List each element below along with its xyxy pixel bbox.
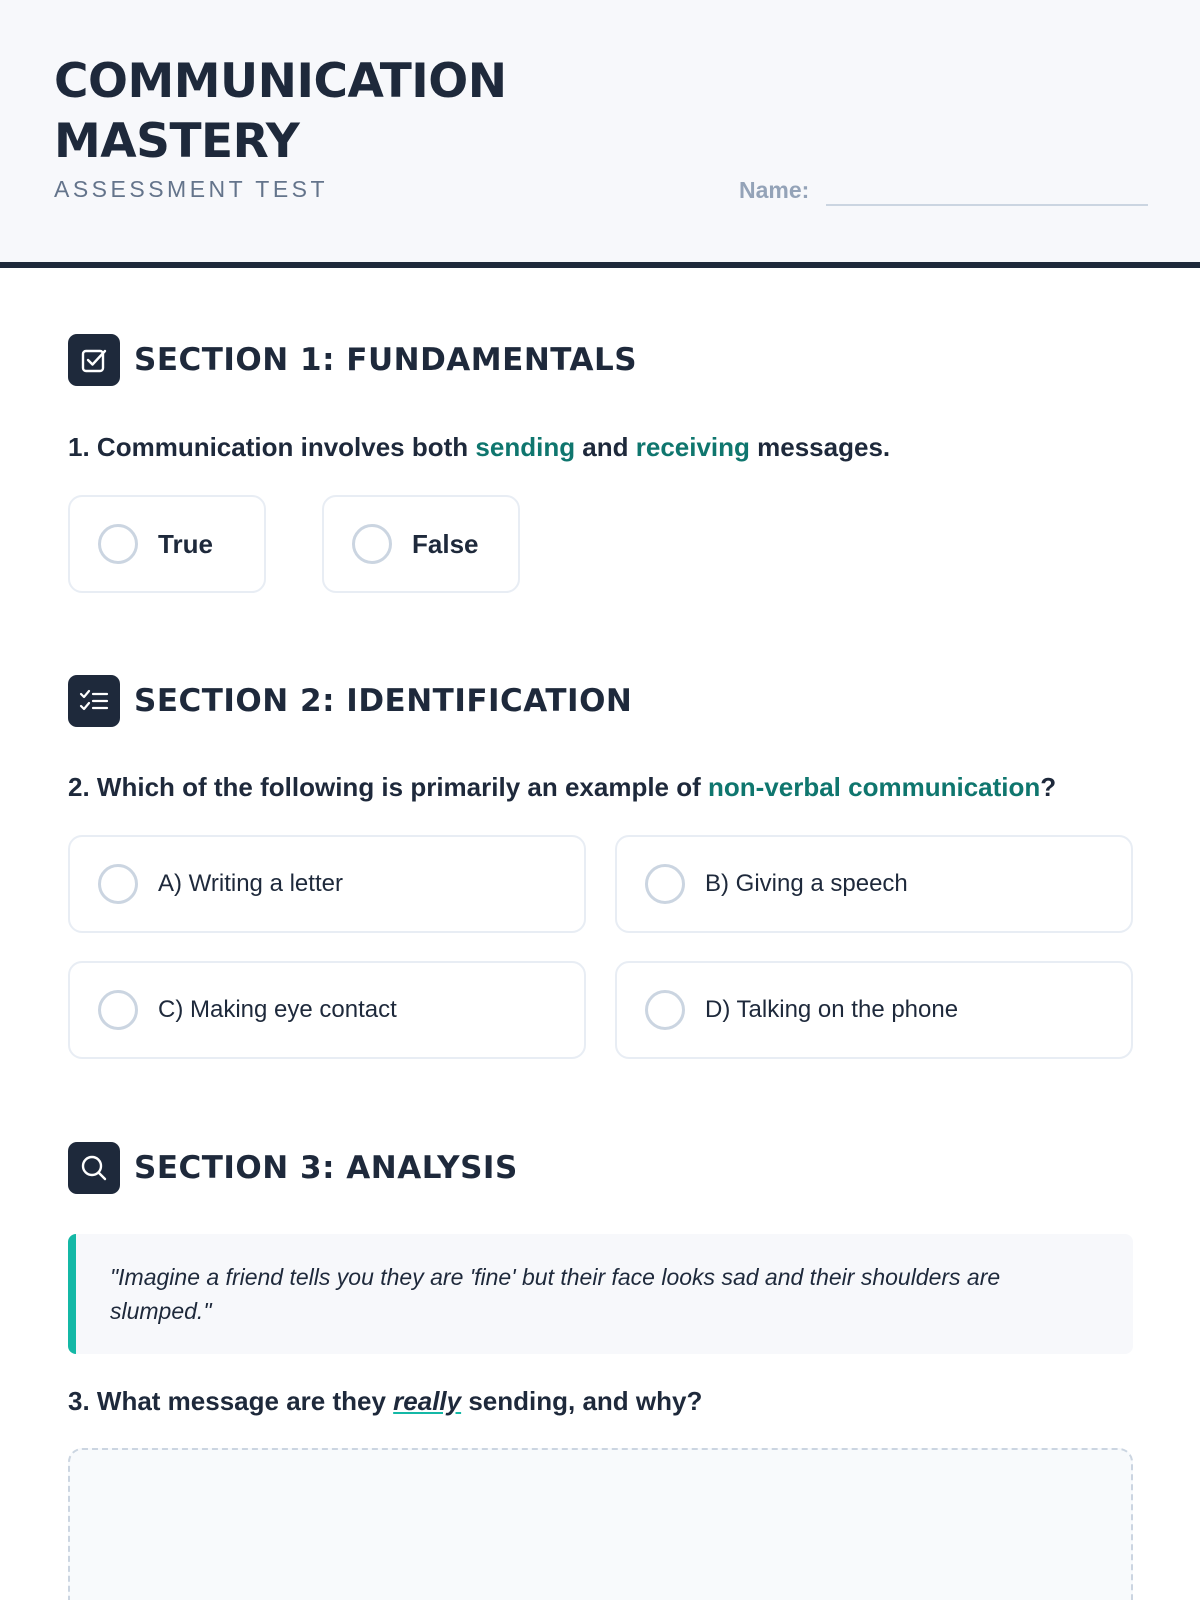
option-label: False: [412, 528, 479, 559]
radio-button[interactable]: [98, 990, 138, 1030]
section-1-title: SECTION 1: FUNDAMENTALS: [134, 342, 638, 378]
option-c[interactable]: [68, 961, 586, 1059]
highlight-term: receiving: [635, 432, 750, 462]
scenario-quote: "Imagine a friend tells you they are 'fine' but their face looks sad and their shoulders are slumped.": [68, 1234, 1133, 1354]
radio-button[interactable]: [98, 864, 138, 904]
emphasis-term: really: [393, 1386, 462, 1416]
option-label: A) Writing a letter: [158, 870, 343, 897]
answer-textarea[interactable]: [68, 1448, 1133, 1600]
question-number: 3.: [68, 1386, 90, 1416]
option-false[interactable]: [322, 495, 520, 593]
radio-button[interactable]: [98, 524, 138, 564]
section-3-title: SECTION 3: ANALYSIS: [134, 1150, 518, 1186]
question-number: 1.: [68, 432, 90, 462]
option-label: B) Giving a speech: [705, 870, 908, 897]
highlight-term: sending: [475, 432, 576, 462]
option-b[interactable]: [615, 835, 1133, 933]
option-d[interactable]: [615, 961, 1133, 1059]
option-label: D) Talking on the phone: [705, 996, 959, 1023]
question-3: [68, 1386, 702, 1417]
page-title: COMMUNICATION MASTERY: [54, 54, 507, 169]
question-number: 2.: [68, 772, 90, 802]
highlight-term: non-verbal communication: [708, 772, 1041, 802]
section-2-title: SECTION 2: IDENTIFICATION: [134, 683, 633, 719]
question-text: sending, and why?: [461, 1386, 703, 1416]
question-1: [68, 432, 890, 463]
option-true[interactable]: [68, 495, 266, 593]
option-label: C) Making eye contact: [158, 996, 397, 1023]
checklist-icon: [68, 675, 120, 727]
option-a[interactable]: [68, 835, 586, 933]
name-label: Name:: [739, 177, 810, 203]
question-text: and: [575, 432, 636, 462]
option-label: True: [158, 528, 213, 559]
question-text: Communication involves both: [96, 432, 476, 462]
section-1-heading: [68, 334, 637, 386]
section-2-heading: [68, 675, 632, 727]
page-header: [0, 0, 1200, 268]
checkbox-icon: [68, 334, 120, 386]
question-text: messages.: [749, 432, 891, 462]
section-3-heading: [68, 1142, 518, 1194]
question-text: Which of the following is primarily an example of: [96, 772, 708, 802]
question-2: [68, 772, 1056, 803]
radio-button[interactable]: [352, 524, 392, 564]
search-icon: [68, 1142, 120, 1194]
question-text: ?: [1040, 772, 1057, 802]
name-field[interactable]: [826, 204, 1148, 206]
page-subtitle: ASSESSMENT TEST: [54, 176, 329, 202]
question-text: What message are they: [96, 1386, 394, 1416]
radio-button[interactable]: [645, 990, 685, 1030]
radio-button[interactable]: [645, 864, 685, 904]
